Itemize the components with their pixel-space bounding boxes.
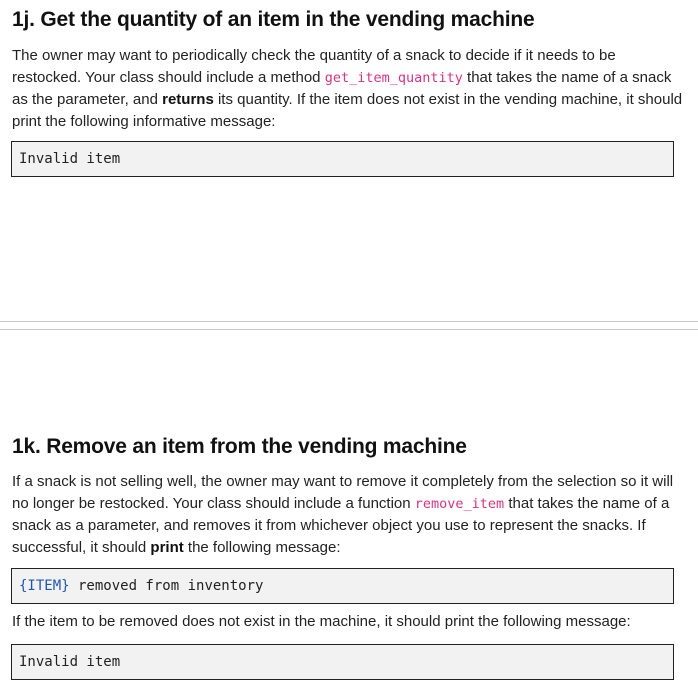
section-1j-description	[12, 45, 688, 132]
section-1j-text-1: The owner may want to periodically check the quantity of a snack to decide if it needs to be restocked. Your class should include a method	[12, 47, 616, 86]
section-1k-title: 1k. Remove an item from the vending machine	[12, 435, 467, 458]
code-block-invalid-item	[11, 644, 674, 680]
section-1k-description	[12, 471, 688, 558]
section-1j-text-2: that takes the name of a snack as the parameter, and	[12, 68, 672, 108]
code-text: Invalid item	[19, 654, 121, 670]
section-1k-after-text: If the item to be removed does not exist in the machine, it should print the following message:	[12, 613, 631, 630]
function-name-remove-item: remove_item	[414, 495, 505, 512]
section-1j-text-3: its quantity. If the item does not exist in the vending machine, it should print the following informative message:	[12, 91, 683, 130]
section-1j-title: 1j. Get the quantity of an item in the vending machine	[12, 8, 535, 31]
code-block-removed-message	[11, 568, 674, 604]
section-divider-top	[0, 321, 698, 322]
code-text: removed from inventory	[69, 578, 264, 594]
section-1k-text-1: If a snack is not selling well, the owner may want to remove it completely from the selection so it will no longer be restocked. Your class should include a function	[12, 473, 674, 512]
section-divider-bottom	[0, 329, 698, 330]
section-1k-text-3: the following message:	[183, 538, 341, 556]
method-name-get-item-quantity: get_item_quantity	[324, 69, 463, 86]
code-placeholder-item: {ITEM}	[19, 578, 70, 594]
section-1k-text-2: that takes the name of a snack as a parameter, and removes it from whichever object you use to represent the snacks. If successful, it should	[12, 494, 670, 556]
section-1j-bold-returns: returns	[162, 91, 214, 108]
code-block-invalid-item	[11, 141, 674, 177]
section-1k-bold-print: print	[150, 538, 184, 556]
code-text: Invalid item	[19, 151, 121, 167]
